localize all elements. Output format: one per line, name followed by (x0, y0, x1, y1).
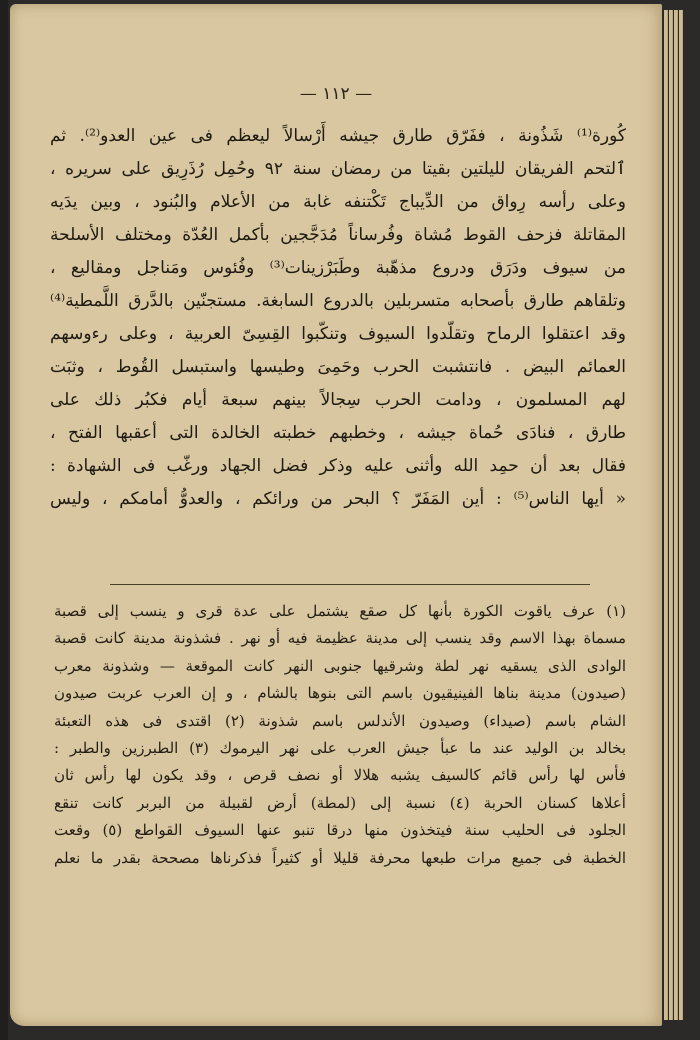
page-number: — ١١٢ — (299, 84, 373, 104)
footnote-line: الجلود فى الحليب سنة فيتخذون منها درقا تنبو عنها السيوف القواطع (٥) وقعت (54, 821, 626, 840)
main-text (50, 120, 626, 516)
text-line: وقد اعتقلوا الرماح وتقلّدوا السيوف وتنكّبوا القِسِىّ العربية ، وعلى رءوسهم (50, 324, 626, 344)
text-line: ٱلتحم الفريقان لليلتين بقيتا من رمضان سنة ٩٢ وحُمِل رُذَرِيق على سريره ، (50, 159, 626, 179)
page-edge (674, 10, 678, 1020)
text-line: كُورة⁽¹⁾ شَذُونة ، ففَرّق طارق جيشه أَرْسالاً ليعظم فى عين العدو⁽²⁾. ثم (50, 126, 626, 146)
footnote-line: أعلاها كسنان الحربة (٤) نسبة إلى (لمطة) أرض لقبيلة من البربر كانت تنقع (54, 793, 626, 812)
text-line: من سيوف ودَرَق ودروع مذهّبة وطَبَرْزينات⁽³⁾ وفُئوس ومَناجل ومقاليع ، (50, 258, 626, 278)
footnote-line: الشام باسم (صيداء) وصيدون الأندلس باسم شذونة (٢) اقتدى فى هذه التعبئة (54, 711, 626, 730)
text-line: العمائم البيض . فانتشبت الحرب وحَمِىَ وطيسها واستبسل القُوط ، وثبَت (50, 357, 626, 377)
text-line: « أيها الناس⁽⁵⁾ : أين المَفَرّ ؟ البحر من ورائكم ، والعدوُّ أمامكم ، وليس (50, 489, 626, 509)
page-edge (669, 10, 673, 1020)
text-line: وتلقاهم طارق بأصحابه متسربلين بالدروع السابغة. مستجنّين بالدَّرق اللَّمطية⁽⁴⁾ (50, 291, 626, 311)
text-line: وعلى رأسه رِواق من الدِّيباج تَكْتنفه غابة من الأعلام والبُنود ، وبين يدَيه (50, 192, 626, 212)
text-line: المقاتلة فزحف القوط مُشاة وفُرساناً مُدَجَّجين بأكمل العُدّة ومختلف الأسلحة (50, 225, 626, 245)
footnote-line: الوادى الذى يسقيه نهر لطة وشرقيها جنوبى النهر كانت الموقعة — وشذونة معرب (54, 656, 626, 675)
text-line: طارق ، فنادَى حُماة جيشه ، وخطبهم خطبته الخالدة التى أعقبها الفتح ، (50, 423, 626, 443)
paper-page (10, 4, 662, 1026)
text-line: فقال بعد أن حمِد الله وأثنى عليه وذكر فضل الجهاد ورغّب فى الشهادة : (50, 456, 626, 476)
page-edge (664, 10, 668, 1020)
left-shadow-strip (0, 0, 8, 1040)
footnote-line: الخطبة فى جميع مرات طبعها محرفة قليلا أو كثيراً فذكرناها مصححة بقدر ما نعلم (54, 848, 626, 867)
footnote-separator (110, 584, 590, 585)
footnote-line: فأس لها رأس قائم كالسيف يشبه هلالا أو نصف قرص ، وقد يكون لها رأس ثان (54, 766, 626, 785)
footnote-line: بخالد بن الوليد عند ما عبأ جيش العرب على نهر اليرموك (٣) الطبرزين والطبر : (54, 738, 626, 757)
page-edge (679, 10, 683, 1020)
footnote-line: مسماة بهذا الاسم وقد ينسب إلى مدينة عظيمة فيه أو نهر . فشذونة مدينة كانت قصبة (54, 629, 626, 648)
footnote-line: (١) عرف ياقوت الكورة بأنها كل صقع يشتمل على عدة قرى و ينسب إلى قصبة (54, 602, 626, 620)
text-line: لهم المسلمون ، ودامت الحرب سِجالاً بينهم سبعة أيام فكبُر ذلك على (50, 390, 626, 410)
footnotes (54, 598, 626, 872)
footnote-line: (صيدون) مدينة بناها الفينيقيون باسم التى بنوها بالشام ، و إن العرب عربت صيدون (54, 684, 626, 703)
